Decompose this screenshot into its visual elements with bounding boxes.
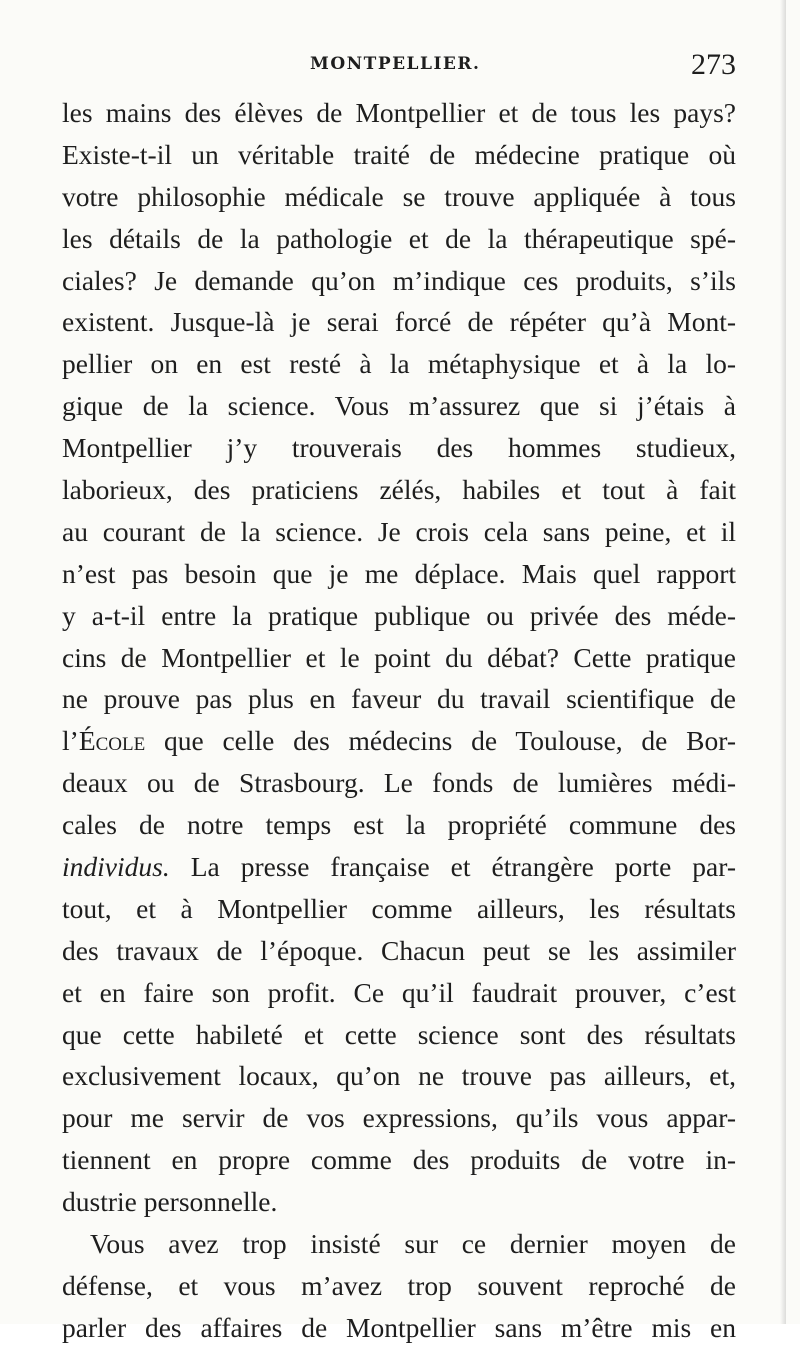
text-line: les mains des élèves de Montpellier et de tous les pays? (62, 97, 736, 128)
text-line: des travaux de l’époque. Chacun peut se les assimiler (62, 934, 736, 966)
text-fragment: que celle des médecins de Toulouse, de Bor- (145, 725, 736, 757)
text-line: deaux ou de Strasbourg. Le fonds de lumières médi- (62, 767, 736, 799)
text-fragment: La presse française et étrangère porte par- (169, 851, 736, 883)
text-line: y a-t-il entre la pratique publique ou privée des méde- (62, 599, 736, 631)
text-line: laborieux, des praticiens zélés, habiles et tout à fait (62, 474, 736, 506)
text-line: Existe-t-il un véritable traité de médecine pratique où (62, 138, 736, 170)
text-line (62, 846, 736, 888)
text-line: exclusivement locaux, qu’on ne trouve pas ailleurs, et, (62, 1060, 736, 1092)
text-line: tiennent en propre comme des produits de votre in- (62, 1144, 736, 1176)
text-line: cales de notre temps est la propriété commune des (62, 809, 736, 841)
text-line: votre philosophie médicale se trouve appliquée à tous (62, 180, 736, 212)
text-line: défense, et vous m’avez trop souvent reproché de (62, 1269, 736, 1301)
text-line: parler des affaires de Montpellier sans m’être mis en (62, 1311, 736, 1343)
text-line: gique de la science. Vous m’assurez que si j’étais à (62, 390, 736, 422)
text-line: cins de Montpellier et le point du débat? Cette pratique (62, 641, 736, 673)
text-line: pour me servir de vos expressions, qu’ils vous appar- (62, 1102, 736, 1134)
page-edge-shadow (780, 0, 786, 1324)
text-line: existent. Jusque-là je serai forcé de répéter qu’à Mont- (62, 306, 736, 338)
italic-word: individus. (62, 851, 170, 883)
school-smallcaps: École (78, 725, 146, 757)
text-fragment: l’ (62, 725, 79, 757)
text-line: pellier on en est resté à la métaphysique et à la lo- (62, 348, 736, 380)
text-line: au courant de la science. Je crois cela sans peine, et il (62, 515, 736, 547)
text-line: n’est pas besoin que je me déplace. Mais quel rapport (62, 557, 736, 589)
text-line: ne prouve pas plus en faveur du travail scientifique de (62, 683, 736, 715)
text-line: tout, et à Montpellier comme ailleurs, les résultats (62, 892, 736, 924)
text-line: Montpellier j’y trouverais des hommes studieux, (62, 432, 736, 464)
body-text (62, 92, 736, 1349)
paragraph-end-line: dustrie personnelle. (62, 1186, 278, 1218)
text-line: que cette habileté et cette science sont des résultats (62, 1018, 736, 1050)
running-head (62, 48, 736, 86)
text-line: et en faire son profit. Ce qu’il faudrait prouver, c’est (62, 976, 736, 1008)
running-title: MONTPELLIER. (310, 54, 481, 74)
paragraph-start-line: Vous avez trop insisté sur ce dernier moyen de (90, 1228, 736, 1260)
page-number: 273 (691, 48, 736, 81)
text-line: les détails de la pathologie et de la thérapeutique spé- (62, 222, 736, 254)
text-line: ciales? Je demande qu’on m’indique ces produits, s’ils (62, 264, 736, 296)
text-line (62, 720, 736, 762)
